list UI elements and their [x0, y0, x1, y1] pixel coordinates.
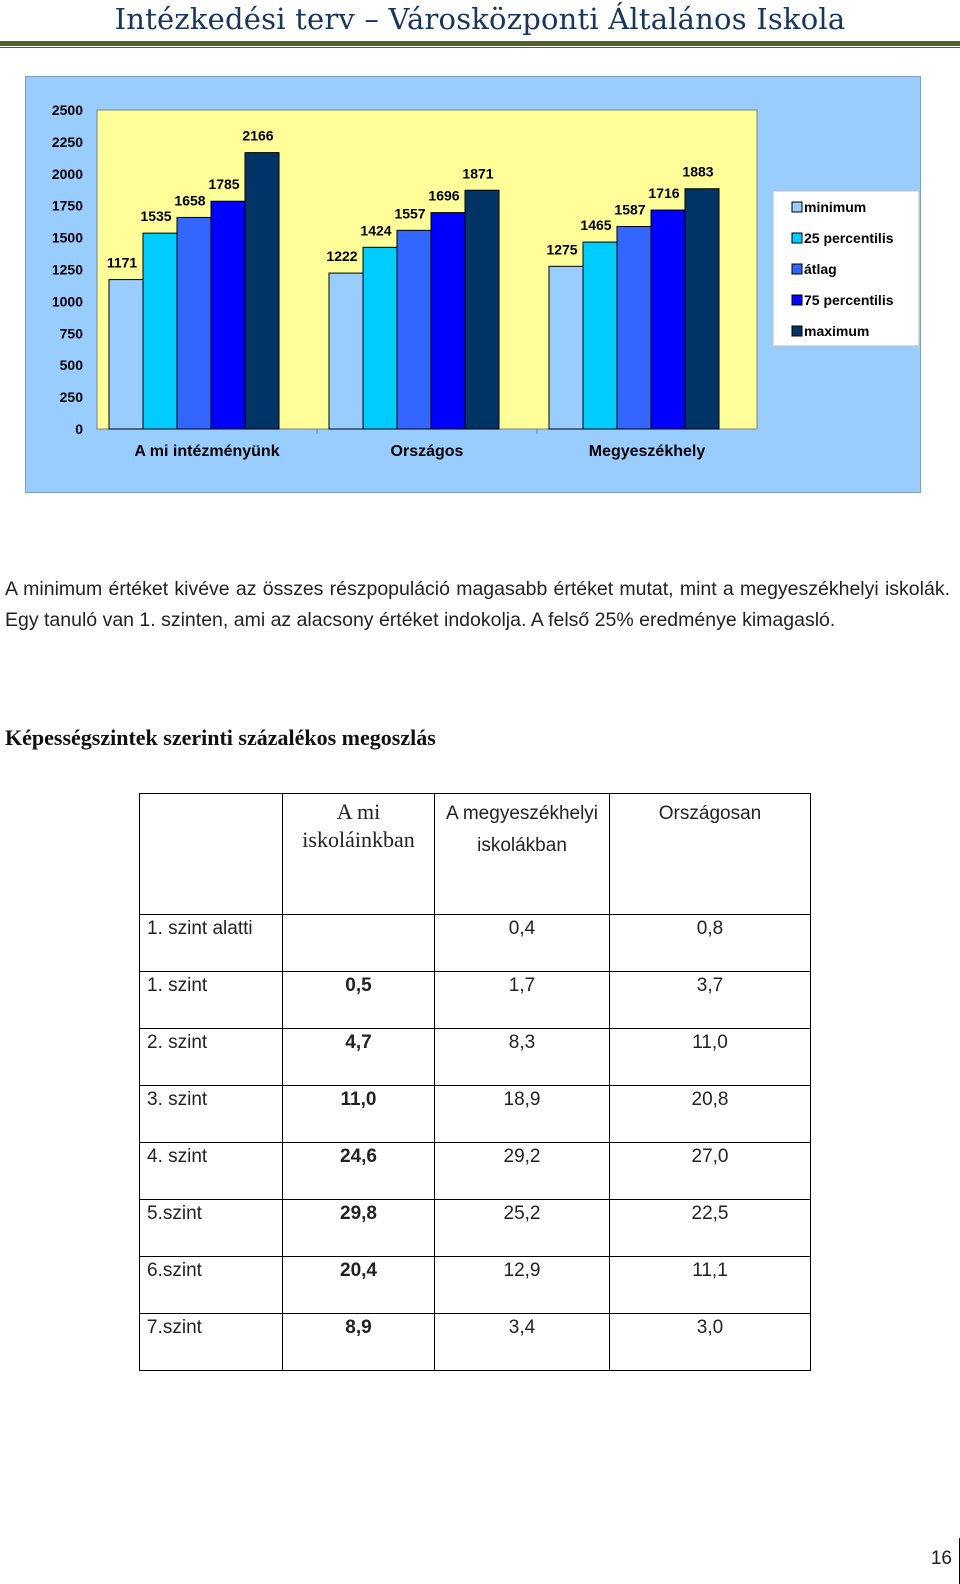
cell-our: 8,9	[283, 1314, 435, 1371]
cell-county: 25,2	[435, 1200, 610, 1257]
cell-our: 11,0	[283, 1086, 435, 1143]
table-row	[140, 1086, 811, 1143]
bar	[465, 190, 499, 429]
cell-county: 8,3	[435, 1029, 610, 1086]
cell-our: 24,6	[283, 1143, 435, 1200]
table-row	[140, 1143, 811, 1200]
row-label: 6.szint	[140, 1257, 283, 1314]
y-tick-label: 2500	[51, 102, 83, 118]
table-row	[140, 1200, 811, 1257]
bar	[583, 242, 617, 429]
header-our-schools: A mi iskoláinkban	[283, 794, 435, 915]
legend-swatch	[792, 264, 802, 274]
data-label: 1716	[648, 185, 680, 202]
table-row	[140, 1314, 811, 1371]
analysis-paragraph: A minimum értéket kivéve az összes részpopuláció magasabb értéket mutat, mint a megyeszékhelyi iskolák. Egy tanuló van 1. szinten, ami az alacsony értéket indokolja. A felső 25% eredménye kimagasló.	[5, 578, 950, 631]
data-label: 1587	[614, 201, 646, 218]
header-empty	[140, 794, 283, 915]
legend-swatch	[792, 233, 802, 243]
cell-county: 18,9	[435, 1086, 610, 1143]
data-label: 1535	[140, 208, 172, 225]
bar	[363, 247, 397, 429]
row-label: 1. szint alatti	[140, 915, 283, 972]
legend-swatch	[792, 326, 802, 336]
data-label: 1465	[580, 217, 612, 234]
cell-county: 1,7	[435, 972, 610, 1029]
bar	[177, 217, 211, 429]
data-label: 1222	[326, 248, 358, 265]
x-tick-label: Megyeszékhely	[588, 443, 706, 460]
header-national: Országosan	[610, 794, 811, 915]
x-tick-label: Országos	[390, 443, 464, 460]
page-number: 16	[930, 1548, 952, 1569]
row-label: 7.szint	[140, 1314, 283, 1371]
y-tick-label: 2000	[51, 165, 83, 182]
table-row	[140, 1029, 811, 1086]
data-label: 1871	[462, 165, 494, 182]
cell-national: 22,5	[610, 1200, 811, 1257]
y-tick-label: 1750	[51, 197, 83, 214]
row-label: 1. szint	[140, 972, 283, 1029]
table-row	[140, 1257, 811, 1314]
cell-our: 0,5	[283, 972, 435, 1029]
y-tick-label: 500	[59, 357, 83, 374]
x-tick-label: A mi intézményünk	[134, 443, 280, 460]
legend-swatch	[792, 295, 802, 305]
bar	[329, 273, 363, 429]
row-label: 5.szint	[140, 1200, 283, 1257]
legend-label: minimum	[804, 199, 867, 215]
bar	[617, 226, 651, 429]
y-tick-label: 250	[59, 389, 83, 406]
section-title: Képességszintek szerinti százalékos megoszlás	[5, 725, 436, 750]
cell-national: 11,0	[610, 1029, 811, 1086]
data-label: 2166	[242, 127, 274, 144]
bar	[245, 153, 279, 429]
cell-county: 0,4	[435, 915, 610, 972]
y-tick-label: 2250	[51, 133, 83, 150]
cell-our	[283, 915, 435, 972]
cell-national: 20,8	[610, 1086, 811, 1143]
bar	[109, 280, 143, 429]
row-label: 4. szint	[140, 1143, 283, 1200]
bar	[211, 201, 245, 429]
cell-our: 4,7	[283, 1029, 435, 1086]
cell-national: 11,1	[610, 1257, 811, 1314]
data-label: 1275	[546, 241, 578, 258]
data-label: 1171	[106, 254, 138, 271]
table-row	[140, 972, 811, 1029]
bar-chart	[25, 76, 921, 493]
header-rule-thin	[0, 47, 960, 48]
legend-label: 75 percentilis	[804, 292, 894, 308]
cell-national: 3,7	[610, 972, 811, 1029]
legend-label: átlag	[804, 261, 837, 277]
data-label: 1424	[360, 222, 392, 239]
data-label: 1557	[394, 205, 426, 222]
distribution-table	[139, 793, 811, 1371]
data-label: 1658	[174, 192, 206, 209]
table-row	[140, 915, 811, 972]
legend	[773, 191, 919, 346]
y-tick-label: 1500	[51, 229, 83, 246]
cell-our: 29,8	[283, 1200, 435, 1257]
cell-national: 3,0	[610, 1314, 811, 1371]
legend-swatch	[792, 202, 802, 212]
y-tick-label: 1250	[51, 261, 83, 278]
cell-our: 20,4	[283, 1257, 435, 1314]
cell-national: 27,0	[610, 1143, 811, 1200]
y-tick-label: 0	[75, 421, 83, 437]
bar	[431, 213, 465, 429]
data-label: 1696	[428, 187, 460, 204]
header-rule	[0, 41, 960, 46]
row-label: 3. szint	[140, 1086, 283, 1143]
bar	[549, 266, 583, 429]
legend-label: 25 percentilis	[804, 230, 894, 246]
bar	[143, 233, 177, 429]
page-header-title: Intézkedési terv – Városközponti Általános Iskola	[114, 2, 846, 36]
cell-county: 29,2	[435, 1143, 610, 1200]
cell-national: 0,8	[610, 915, 811, 972]
bar	[397, 230, 431, 429]
data-label: 1883	[682, 163, 714, 180]
bar	[685, 189, 719, 429]
cell-county: 3,4	[435, 1314, 610, 1371]
data-label: 1785	[208, 176, 240, 193]
row-label: 2. szint	[140, 1029, 283, 1086]
y-tick-label: 750	[59, 325, 83, 342]
header-county-schools: A megyeszékhelyi iskolákban	[435, 794, 610, 915]
bar	[651, 210, 685, 429]
table-header-row	[140, 794, 811, 915]
y-tick-label: 1000	[51, 293, 83, 310]
legend-label: maximum	[804, 323, 870, 339]
cell-county: 12,9	[435, 1257, 610, 1314]
